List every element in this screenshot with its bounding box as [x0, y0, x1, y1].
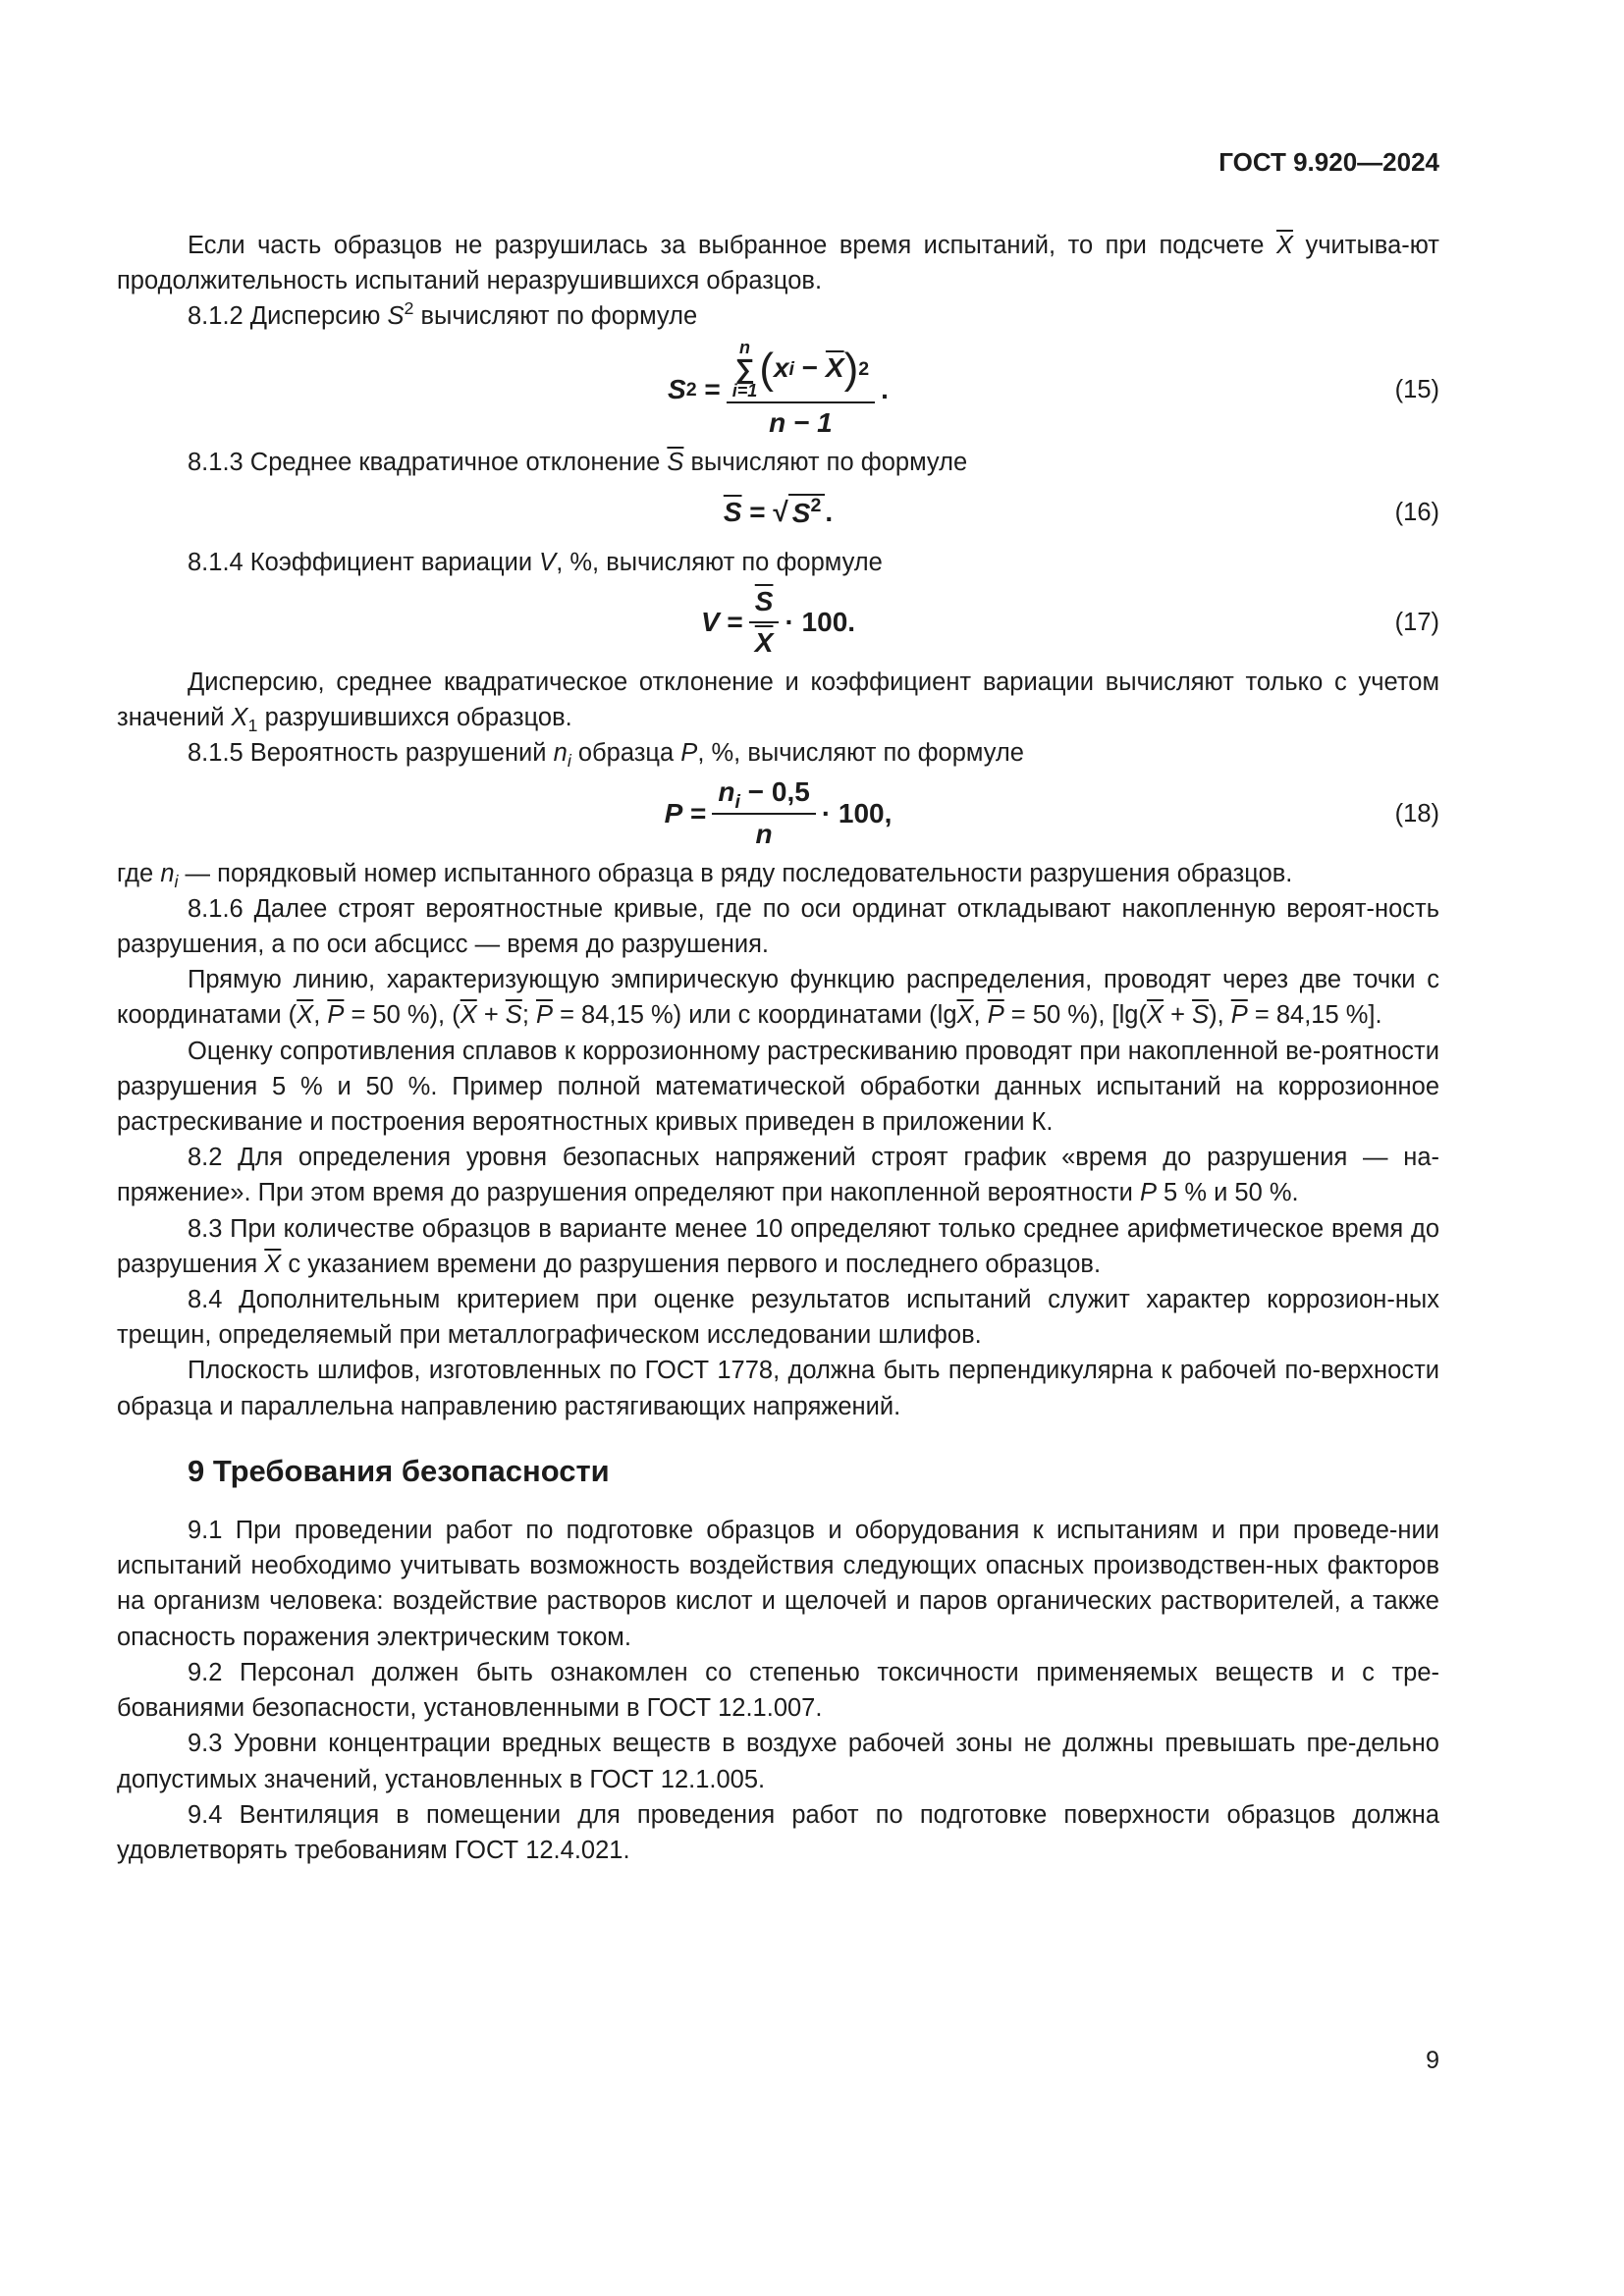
text: Дисперсию, среднее квадратическое отклонение и коэффициент вариации вычисляют только с учетом значений	[117, 668, 1439, 732]
f-xbar: $\overline{X}$	[825, 352, 844, 384]
var-n: n	[160, 859, 175, 887]
f-end: .	[881, 373, 889, 404]
paren-open: (	[759, 344, 774, 393]
text: +	[1164, 1001, 1193, 1030]
paragraph-line	[117, 962, 1439, 1033]
paragraph-8-1-5	[117, 735, 1439, 771]
f-n: n	[718, 776, 735, 808]
var-v: V	[539, 548, 557, 576]
text: образца	[570, 739, 681, 768]
text: 8.1.5 Вероятность разрушений	[188, 739, 554, 768]
text: 5 % и 50 %.	[1156, 1179, 1299, 1207]
text: 8.1.4 Коэффициент вариации	[188, 548, 540, 576]
var-xbar: $\overline{X}$	[264, 1250, 282, 1278]
f-eq: =	[682, 797, 707, 828]
f-eq: = √	[741, 496, 788, 527]
text: учитыва-ют продолжительность испытаний неразрушившихся образцов.	[117, 232, 1439, 295]
var-xbar: $\overline{X}$	[460, 1001, 477, 1030]
paragraph-dispersion	[117, 665, 1439, 735]
f-eq: =	[704, 373, 721, 404]
superscript: 2	[404, 298, 414, 319]
fraction	[749, 584, 780, 661]
f-x: x	[773, 352, 789, 384]
text: ,	[313, 1001, 328, 1030]
text: = 50 %), [lg(	[1003, 1001, 1147, 1030]
formula-18-body	[665, 774, 893, 851]
paragraph-8-1-2	[117, 298, 1439, 334]
var-pbar: $\overline{P}$	[1230, 1001, 1248, 1030]
f-lhs: P	[664, 797, 683, 828]
sigma: ∑	[734, 352, 755, 384]
text: — порядковый номер испытанного образца в ряду последовательности разрушения образцов.	[178, 859, 1293, 887]
var-pbar: $\overline{P}$	[535, 1001, 553, 1030]
text: Прямую линию, характеризующую эмпирическую функцию распределения, проводят через две точки с координатами (	[117, 966, 1439, 1030]
var-pbar: $\overline{P}$	[987, 1001, 1004, 1030]
f-sup: 2	[810, 494, 822, 516]
f-mult: · 100.	[785, 606, 856, 637]
var-n: n	[553, 739, 568, 768]
f-mult: · 100,	[821, 797, 893, 828]
denominator: n − 1	[769, 406, 833, 438]
formula-17-body	[701, 584, 855, 661]
subscript: i	[567, 751, 571, 772]
formula-16-body	[724, 494, 833, 531]
formula-15-body: S 2 = n ∑ i=1 ( x i − $\overline{X}$ ) 2 n − 1 .	[668, 339, 889, 441]
formula-number: (17)	[1394, 608, 1439, 636]
text: , %, вычисляют по формуле	[556, 548, 883, 576]
text: ,	[973, 1001, 988, 1030]
formula-15	[117, 335, 1439, 445]
text: 8.2 Для определения уровня безопасных напряжений строят график «время до разрушения — на-пряжение». При этом время до разрушения определяют при накопленной вероятности	[117, 1144, 1439, 1207]
body-text	[117, 228, 1439, 1868]
fraction	[727, 339, 875, 441]
paragraph-8-2	[117, 1140, 1439, 1210]
formula-number: (16)	[1394, 498, 1439, 526]
fraction	[712, 774, 815, 851]
text: ),	[1209, 1001, 1231, 1030]
text: = 84,15 %) или с координатами (lg	[553, 1001, 957, 1030]
var-sbar: $\overline{S}$	[667, 448, 684, 476]
text: 8.1.2 Дисперсию	[188, 302, 388, 331]
paragraph-9-4: 9.4 Вентиляция в помещении для проведения работ по подготовке поверхности образцов должна удовлетворять требованиям ГОСТ 12.4.021.	[117, 1800, 1439, 1864]
text: = 84,15 %].	[1247, 1001, 1382, 1030]
var-xbar: $\overline{X}$	[1275, 232, 1293, 259]
text: = 50 %), (	[344, 1001, 460, 1030]
text: ;	[521, 1001, 536, 1030]
document-header: ГОСТ 9.920—2024	[1218, 147, 1439, 177]
text: , %, вычисляют по формуле	[697, 739, 1024, 768]
text: Если часть образцов не разрушилась за выбранное время испытаний, то при подсчете	[188, 232, 1276, 259]
radicand	[788, 494, 826, 531]
sum-upper: n	[739, 337, 751, 357]
f-rad: S	[791, 497, 811, 528]
sum-lower: i=1	[731, 380, 758, 400]
f-lhs: S	[668, 373, 686, 404]
paragraph-8-1-6: 8.1.6 Далее строят вероятностные кривые, где по оси ординат откладывают накопленную вероят-ность разрушения, а по оси абсцисс — время до разрушения.	[117, 894, 1439, 959]
text: 8.1.3 Среднее квадратичное отклонение	[188, 448, 668, 476]
f-end: .	[825, 496, 834, 527]
f-lhs: $\overline{S}$	[723, 496, 742, 527]
f-sub: i	[734, 791, 740, 814]
numerator: $\overline{S}$	[749, 584, 780, 623]
text: +	[476, 1001, 506, 1030]
formula-17	[117, 580, 1439, 665]
paragraph-9-3: 9.3 Уровни концентрации вредных веществ в воздухе рабочей зоны не должны превышать пре-дельно допустимых значений, установленных в ГОСТ 12.1.005.	[117, 1730, 1439, 1793]
paragraph-9-1: 9.1 При проведении работ по подготовке образцов и оборудования к испытаниям и при проведе-нии испытаний необходимо учитывать возможность воздействия следующих опасных производствен-ных факторов на организм человека: воздействие растворов кислот и щелочей и паров органических растворителей, а также опасность поражения электрическим током.	[117, 1517, 1439, 1651]
f-eq: =	[719, 606, 743, 637]
section-heading: 9 Требования безопасности	[188, 1453, 610, 1488]
page-number: 9	[1426, 2047, 1439, 2074]
var-sbar: $\overline{S}$	[1192, 1001, 1210, 1030]
var-s: S	[387, 302, 405, 331]
paragraph-8-4: 8.4 Дополнительным критерием при оценке результатов испытаний служит характер коррозион-ных трещин, определяемый при металлографическом исследовании шлифов.	[117, 1286, 1439, 1350]
sum-symbol	[732, 339, 758, 400]
var-sbar: $\overline{S}$	[505, 1001, 522, 1030]
var-xbar: $\overline{X}$	[1146, 1001, 1164, 1030]
numerator: n ∑ i=1 ( x i − $\overline{X}$ ) 2	[727, 339, 875, 403]
subscript: i	[174, 871, 179, 891]
var-xbar: $\overline{X}$	[956, 1001, 974, 1030]
paragraph-sections-plane: Плоскость шлифов, изготовленных по ГОСТ 1778, должна быть перпендикулярна к рабочей по-верхности образца и параллельна направлению растягивающих напряжений.	[117, 1357, 1439, 1420]
formula-18	[117, 772, 1439, 856]
text: 8.3 При количестве образцов в варианте менее 10 определяют только среднее арифметическое время до разрушения	[117, 1214, 1439, 1278]
var-x: X	[231, 704, 248, 732]
var-p: P	[680, 739, 698, 768]
text: разрушившихся образцов.	[257, 704, 572, 732]
text: где	[117, 859, 161, 887]
paragraph-intro	[117, 228, 1439, 298]
paragraph-9-2: 9.2 Персонал должен быть ознакомлен со степенью токсичности применяемых веществ и с тре-бованиями безопасности, установленными в ГОСТ 12.1.007.	[117, 1658, 1439, 1723]
text: вычисляют по формуле	[683, 448, 968, 476]
var-pbar: $\overline{P}$	[327, 1001, 345, 1030]
numerator	[712, 774, 815, 814]
paragraph-8-1-4	[117, 545, 1439, 580]
paragraph-where	[117, 856, 1439, 891]
f-rest: − 0,5	[739, 776, 810, 808]
paragraph-assessment: Оценку сопротивления сплавов к коррозионному растрескиванию проводят при накопленной ве-роятности разрушения 5 % и 50 %. Пример полной математической обработки данных испытаний на коррозионное растрескивание и построения вероятностных кривых приведен в приложении К.	[117, 1037, 1439, 1137]
formula-16	[117, 480, 1439, 545]
var-p: P	[1139, 1179, 1157, 1207]
denominator: n	[755, 818, 773, 849]
var-xbar: $\overline{X}$	[297, 1001, 314, 1030]
paren-close: )	[843, 344, 859, 393]
formula-number: (15)	[1394, 375, 1439, 403]
subscript: 1	[247, 716, 258, 736]
text: с указанием времени до разрушения первого и последнего образцов.	[281, 1250, 1102, 1278]
text: вычисляют по формуле	[413, 302, 698, 331]
f-minus: −	[794, 352, 826, 384]
denominator: X	[754, 627, 774, 659]
paragraph-8-1-3	[117, 445, 1439, 480]
f-lhs: V	[700, 606, 720, 637]
formula-number: (18)	[1394, 799, 1439, 828]
paragraph-8-3	[117, 1211, 1439, 1282]
